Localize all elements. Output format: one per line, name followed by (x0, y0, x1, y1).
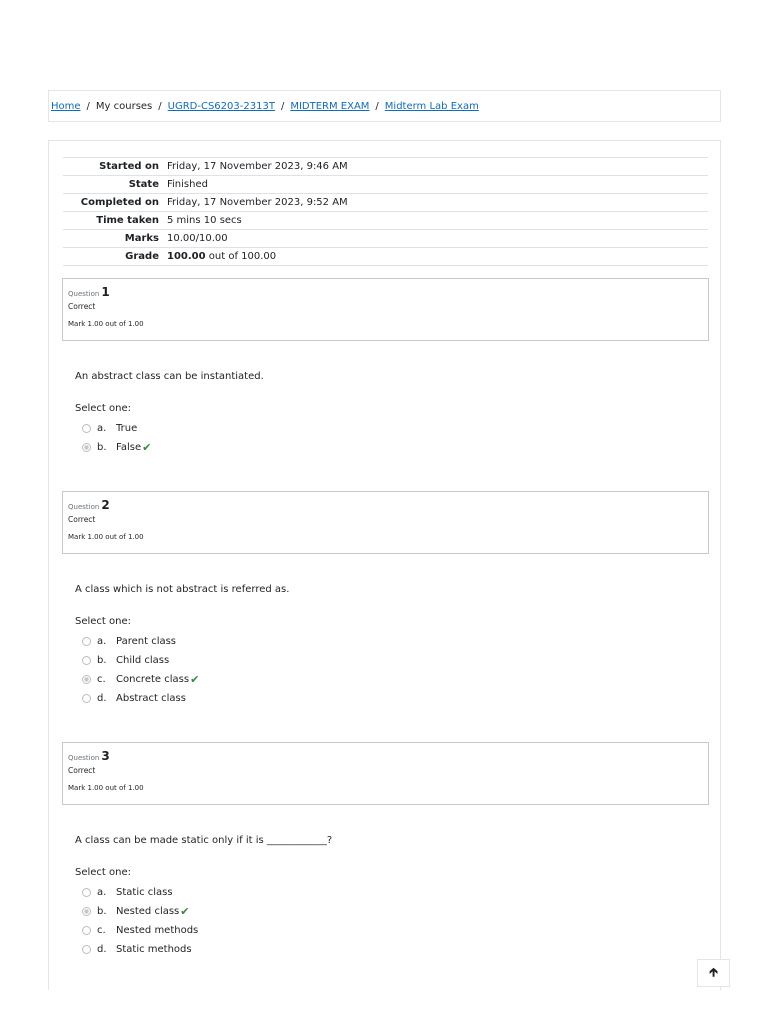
option-text: False (116, 441, 142, 453)
attempt-summary-table (63, 157, 708, 266)
time-taken-label: Time taken (96, 215, 159, 226)
answer-option-selected[interactable] (82, 672, 199, 686)
option-letter: b. (97, 905, 107, 917)
option-text: Abstract class (116, 692, 186, 704)
radio-button[interactable] (82, 694, 91, 703)
breadcrumb-section-link[interactable]: MIDTERM EXAM (290, 100, 370, 112)
option-letter: a. (97, 635, 107, 647)
grade-suffix: out of 100.00 (208, 251, 277, 262)
completed-on-value: Friday, 17 November 2023, 9:52 AM (167, 197, 348, 208)
question-text-3: A class can be made static only if it is ____________? (75, 835, 333, 846)
option-letter: a. (97, 422, 107, 434)
answer-option[interactable] (82, 691, 186, 705)
answer-option[interactable] (82, 421, 137, 435)
breadcrumb-course-link[interactable]: UGRD-CS6203-2313T (167, 100, 275, 112)
answer-option-selected[interactable] (82, 904, 190, 918)
option-text: Nested class (116, 905, 180, 917)
question-state: Correct (68, 766, 96, 775)
option-letter: a. (97, 886, 107, 898)
radio-button[interactable] (82, 656, 91, 665)
breadcrumb-separator: / (86, 100, 90, 112)
question-mark: Mark 1.00 out of 1.00 (68, 320, 144, 328)
correct-check-icon: ✔ (142, 440, 152, 454)
option-text: Child class (116, 654, 170, 666)
option-letter: c. (97, 673, 106, 685)
answer-option[interactable] (82, 942, 192, 956)
radio-button-selected[interactable] (82, 907, 91, 916)
radio-button[interactable] (82, 888, 91, 897)
radio-button-selected[interactable] (82, 443, 91, 452)
option-text: Nested methods (116, 924, 199, 936)
state-label: State (128, 179, 159, 190)
question-label: Question (68, 503, 100, 511)
correct-check-icon: ✔ (180, 904, 190, 918)
question-state: Correct (68, 515, 96, 524)
marks-label: Marks (124, 233, 159, 244)
select-one-prompt: Select one: (75, 867, 132, 878)
option-letter: d. (97, 943, 107, 955)
question-label: Question (68, 290, 100, 298)
breadcrumb-quiz-link[interactable]: Midterm Lab Exam (384, 100, 479, 112)
select-one-prompt: Select one: (75, 403, 132, 414)
breadcrumb-separator: / (375, 100, 379, 112)
question-number: 1 (101, 285, 110, 299)
option-text: True (116, 422, 138, 434)
breadcrumb-home-link[interactable]: Home (51, 100, 81, 112)
radio-button[interactable] (82, 945, 91, 954)
completed-on-label: Completed on (80, 197, 159, 208)
answer-option[interactable] (82, 634, 176, 648)
question-number: 3 (101, 749, 110, 763)
arrow-up-icon: 🡱 (709, 964, 718, 979)
radio-button-selected[interactable] (82, 675, 91, 684)
summary-row-completed (63, 194, 708, 212)
summary-row-grade (63, 248, 708, 266)
grade-label: Grade (125, 251, 159, 262)
option-text: Static methods (116, 943, 192, 955)
answer-option[interactable] (82, 923, 198, 937)
radio-button[interactable] (82, 637, 91, 646)
option-text: Static class (116, 886, 173, 898)
summary-row-state (63, 176, 708, 194)
started-on-label: Started on (99, 161, 159, 172)
quiz-review-region (48, 140, 721, 990)
option-letter: c. (97, 924, 106, 936)
correct-check-icon: ✔ (190, 672, 200, 686)
question-text-2: A class which is not abstract is referred as. (75, 584, 290, 595)
option-letter: b. (97, 654, 107, 666)
summary-row-started (63, 158, 708, 176)
breadcrumb-my-courses: My courses (95, 100, 153, 112)
option-text: Parent class (116, 635, 177, 647)
answer-option[interactable] (82, 885, 173, 899)
question-info-2 (62, 491, 709, 554)
back-to-top-button[interactable] (697, 959, 730, 987)
radio-button[interactable] (82, 424, 91, 433)
grade-value-cell (165, 248, 708, 266)
question-info-1 (62, 278, 709, 341)
question-mark: Mark 1.00 out of 1.00 (68, 784, 144, 792)
question-label: Question (68, 754, 100, 762)
answer-option-selected[interactable] (82, 440, 151, 454)
question-text-1: An abstract class can be instantiated. (75, 371, 264, 382)
summary-row-marks (63, 230, 708, 248)
select-one-prompt: Select one: (75, 616, 132, 627)
radio-button[interactable] (82, 926, 91, 935)
marks-value: 10.00/10.00 (167, 233, 228, 244)
state-value: Finished (167, 179, 208, 190)
option-text: Concrete class (116, 673, 190, 685)
summary-row-time (63, 212, 708, 230)
question-mark: Mark 1.00 out of 1.00 (68, 533, 144, 541)
time-taken-value: 5 mins 10 secs (167, 215, 242, 226)
grade-value: 100.00 (167, 251, 206, 262)
option-letter: d. (97, 692, 107, 704)
question-number: 2 (101, 498, 110, 512)
breadcrumb-separator: / (158, 100, 162, 112)
breadcrumb-separator: / (280, 100, 285, 112)
started-on-value: Friday, 17 November 2023, 9:46 AM (167, 161, 348, 172)
answer-option[interactable] (82, 653, 169, 667)
question-info-3 (62, 742, 709, 805)
breadcrumb (48, 90, 721, 122)
option-letter: b. (97, 441, 107, 453)
question-state: Correct (68, 302, 96, 311)
